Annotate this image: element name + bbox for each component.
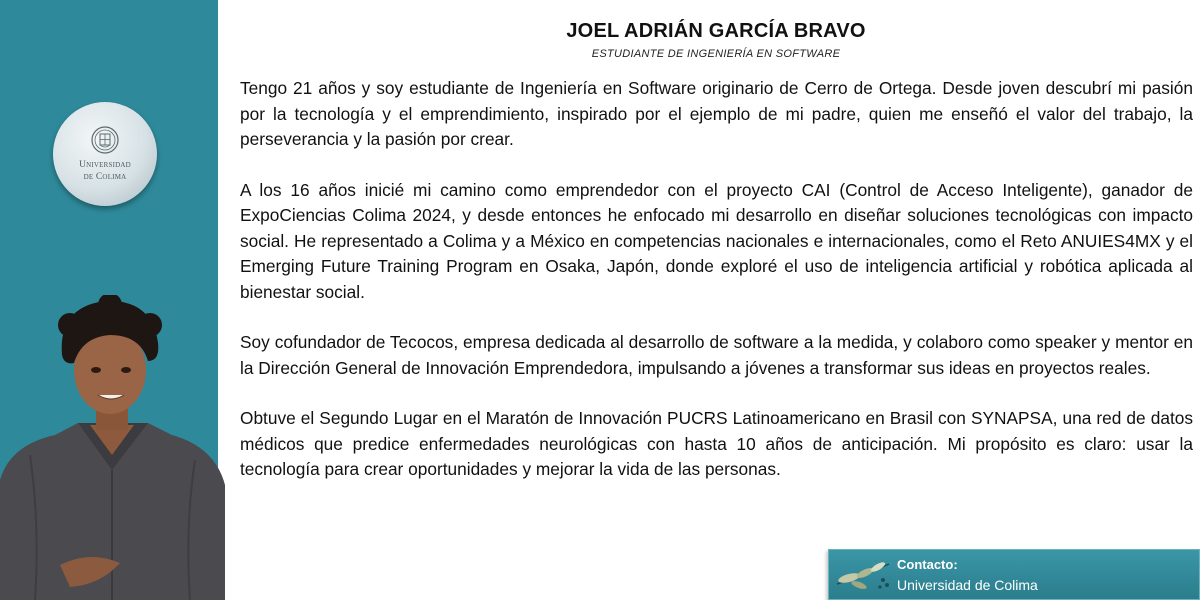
university-seal-icon (90, 125, 120, 155)
logo-line-1: Universidad (79, 160, 131, 170)
logo-line-2: de Colima (83, 172, 127, 182)
person-name: JOEL ADRIÁN GARCÍA BRAVO (566, 20, 866, 42)
biography (240, 76, 1193, 508)
bio-paragraph-3: Soy cofundador de Tecocos, empresa dedicada al desarrollo de software a la medida, y colaboro como speaker y mentor en la Dirección General de Innovación Emprendedora, impulsando a jóvenes a transformar sus ideas en proyectos reales. (240, 332, 1193, 378)
university-logo (53, 102, 157, 206)
logo-text (79, 159, 131, 183)
contact-box (828, 549, 1200, 600)
contact-label: Contacto: (897, 557, 958, 572)
leaf-branch-icon (833, 554, 893, 596)
bio-paragraph-4: Obtuve el Segundo Lugar en el Maratón de Innovación PUCRS Latinoamericano en Brasil con SYNAPSA, una red de datos médicos que predice enfermedades neurológicas con hasta 10 años de anticipación. Mi propósito es claro: usar la tecnología para crear oportunidades y mejorar la vida de las personas. (240, 408, 1193, 479)
bio-paragraph-2: A los 16 años inicié mi camino como emprendedor con el proyecto CAI (Control de Acceso Inteligente), ganador de ExpoCiencias Colima 2024, y desde entonces he enfocado mi desarrollo en diseñar soluciones tecnológicas con impacto social. He representado a Colima y a México en competencias nacionales e internacionales, como el Reto ANUIES4MX y el Emerging Future Training Program en Osaka, Japón, donde exploré el uso de inteligencia artificial y robótica aplicada al bienestar social. (240, 179, 1193, 302)
left-panel (0, 0, 218, 600)
contact-value: Universidad de Colima (897, 577, 1038, 593)
bio-paragraph-1: Tengo 21 años y soy estudiante de Ingeniería en Software originario de Cerro de Ortega. Desde joven descubrí mi pasión por la tecnología y el emprendimiento, inspirado por el ejemplo de mi padre, quien me enseñó el valor del trabajo, la perseverancia y la pasión por crear. (240, 78, 1193, 149)
person-title: ESTUDIANTE DE INGENIERÍA EN SOFTWARE (591, 48, 841, 60)
profile-photo (0, 295, 225, 600)
